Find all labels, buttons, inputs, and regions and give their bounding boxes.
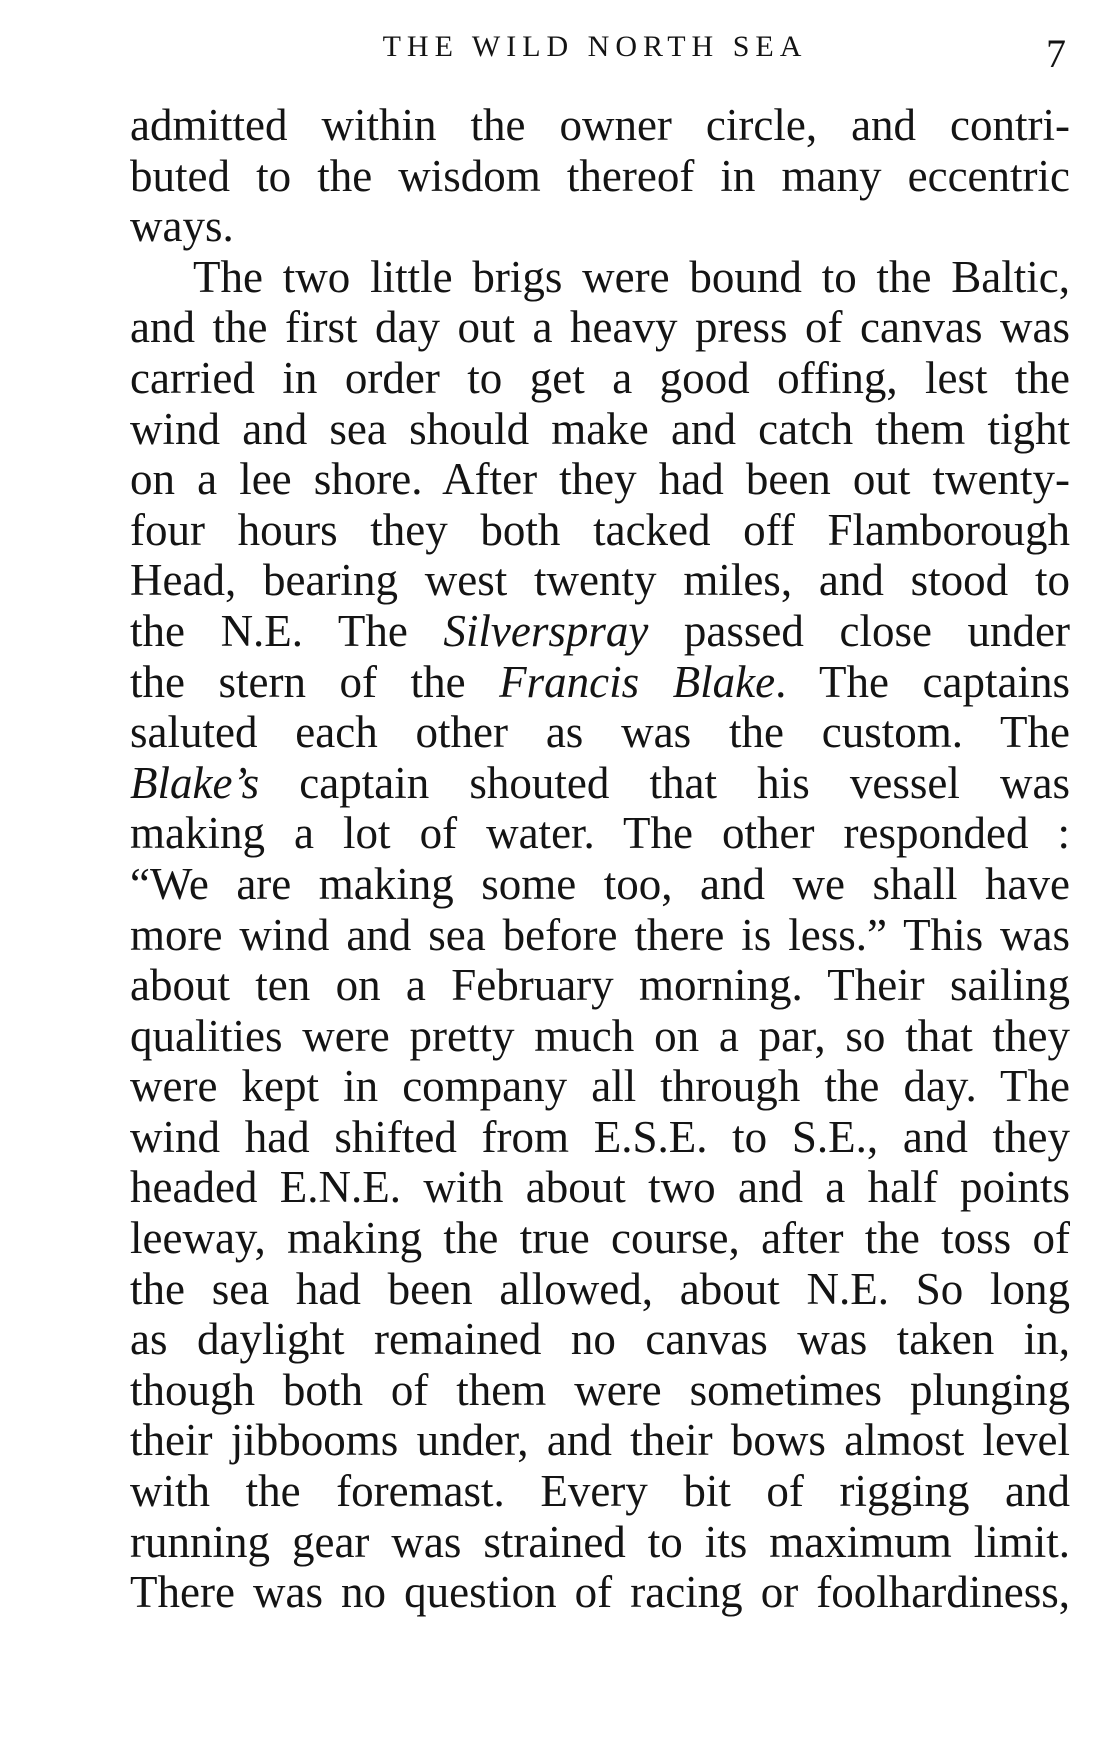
text-line: The two little brigs were bound to the Baltic, (193, 251, 1070, 302)
text-line: saluted each other as was the custom. The (130, 707, 1070, 758)
text-line (130, 657, 1070, 708)
text-segment: . The captains (775, 656, 1070, 707)
text-segment: the N.E. The (130, 605, 444, 656)
text-line: carried in order to get a good offing, lest the (130, 352, 1070, 403)
text-line (130, 758, 1070, 809)
ship-name: Silverspray (443, 605, 649, 656)
page-number: 7 (1046, 31, 1066, 76)
text-line: Head, bearing west twenty miles, and stood to (130, 555, 1070, 606)
text-line: were kept in company all through the day. The (130, 1061, 1070, 1112)
text-block (130, 100, 1070, 1618)
text-line: There was no question of racing or foolhardiness, (130, 1567, 1070, 1618)
text-segment: the stern of the (130, 656, 500, 707)
text-line: the sea had been allowed, about N.E. So long (130, 1263, 1070, 1314)
running-title: THE WILD NORTH SEA (382, 30, 808, 63)
text-line: as daylight remained no canvas was taken in, (130, 1314, 1070, 1365)
text-line: four hours they both tacked off Flamborough (130, 504, 1070, 555)
text-line: wind and sea should make and catch them tight (130, 403, 1070, 454)
ship-name: Blake’s (130, 757, 260, 808)
text-line (130, 606, 1070, 657)
text-segment: captain shouted that his vessel was (259, 757, 1070, 808)
text-line: though both of them were sometimes plunging (130, 1364, 1070, 1415)
text-line: admitted within the owner circle, and contri- (130, 100, 1070, 150)
paragraph (130, 100, 1070, 252)
ship-name: Francis Blake (499, 656, 776, 707)
text-segment: passed close under (648, 605, 1070, 656)
text-line: ways. (130, 201, 234, 252)
text-line: and the first day out a heavy press of canvas was (130, 302, 1070, 353)
text-line: running gear was strained to its maximum limit. (130, 1516, 1070, 1567)
text-line: wind had shifted from E.S.E. to S.E., and they (130, 1111, 1070, 1162)
text-line: with the foremast. Every bit of rigging and (130, 1466, 1070, 1517)
text-line: qualities were pretty much on a par, so that they (130, 1010, 1070, 1061)
text-line: headed E.N.E. with about two and a half points (130, 1162, 1070, 1213)
text-line: on a lee shore. After they had been out twenty- (130, 454, 1070, 505)
text-line: more wind and sea before there is less.” This was (130, 909, 1070, 960)
text-line: buted to the wisdom thereof in many eccentric (130, 150, 1070, 201)
text-line: “We are making some too, and we shall have (130, 858, 1070, 909)
text-line: their jibbooms under, and their bows almost level (130, 1415, 1070, 1466)
text-line: about ten on a February morning. Their sailing (130, 960, 1070, 1011)
text-line: making a lot of water. The other responded : (130, 808, 1070, 859)
paragraph (130, 252, 1070, 1618)
text-line: leeway, making the true course, after the toss of (130, 1213, 1070, 1264)
